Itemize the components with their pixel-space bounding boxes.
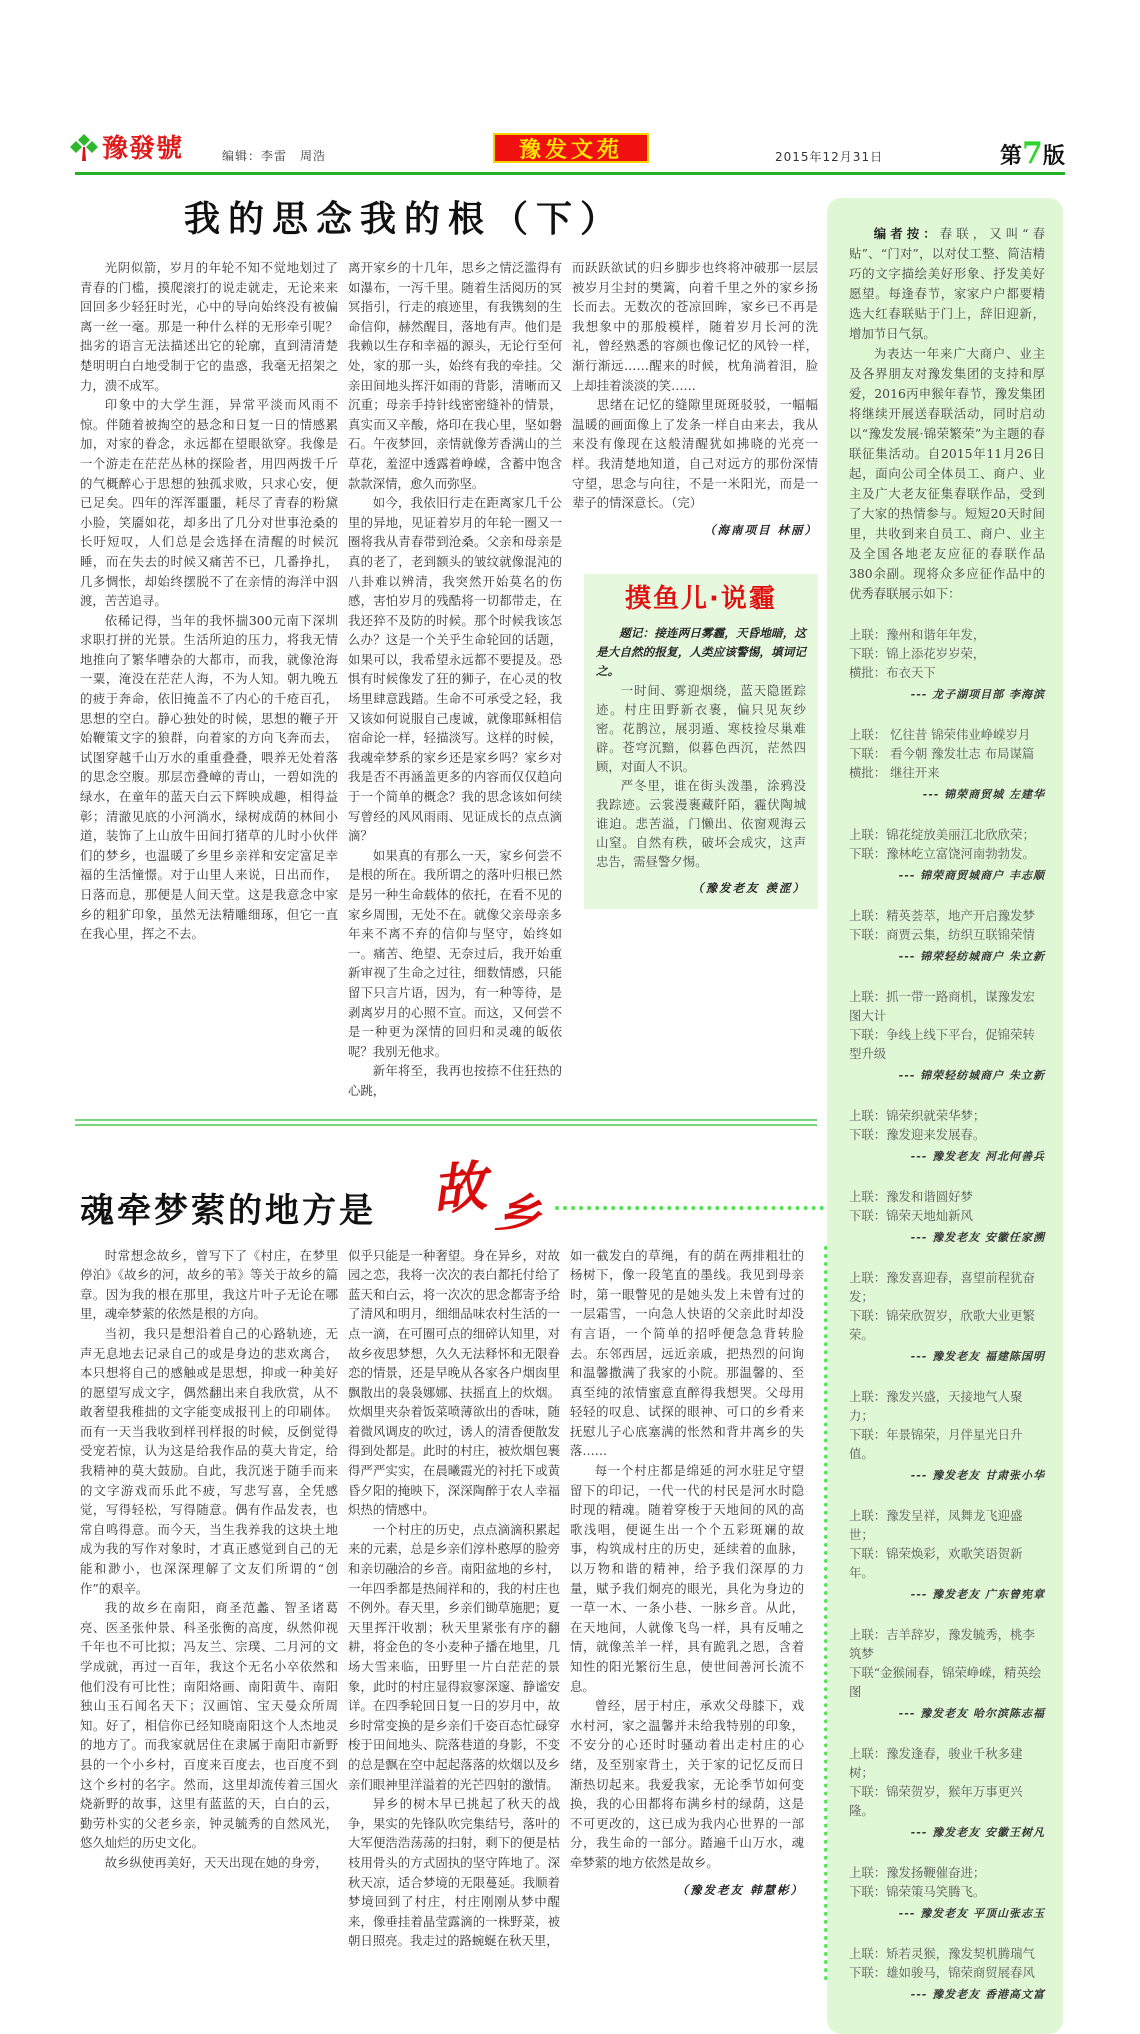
couplet-line: 下联： 看今朝 豫发壮志 布局谋篇 (849, 746, 1035, 761)
editor-note-p2: 为表达一年来广大商户、业主及各界朋友对豫发集团的支持和厚爱，2016丙申猴年春节，豫发集团将继续开展送春联活动，同时启动以“豫发发展·锦荣繁荣”为主题的春联征集活动。自2015年11月26日起，面向公司全体员工、商户、业主及广大老友征集春联作品，受到了大家的热情参与。短短20天时间里，共收到来自员工、商户、业主及全国各地老友应征的春联作品380余副。现将众多应征作品中的优秀春联展示如下： (849, 346, 1045, 601)
couplet-author: --- 豫发老友 福建陈国明 (910, 1350, 1045, 1363)
article-1-column-3 (572, 258, 818, 909)
couplet-entry (849, 1106, 1045, 1166)
couplet-author: --- 锦荣商贸城 左建华 (922, 788, 1045, 801)
logo-text: 豫發號 (102, 134, 184, 164)
couplet-line: 上联：豫发兴盛，天接地气人聚力； (849, 1389, 1023, 1423)
couplet-entry (849, 725, 1045, 804)
couplet-line: 上联：矫若灵猴，豫发契机腾瑞气 (849, 1946, 1035, 1961)
poem-title: 摸鱼儿·说霾 (625, 584, 777, 615)
couplet-author: --- 豫发老友 哈尔滨陈志福 (898, 1707, 1045, 1720)
paragraph: 新年将至，我再也按捺不住狂热的心跳， (348, 1063, 562, 1098)
couplet-entry (849, 906, 1045, 966)
paragraph: 如今，我依旧行走在距离家几千公里的异地，见证着岁月的年轮一圈又一圈将我从青春带到沧桑。父亲和母亲是真的老了，老到额头的皱纹就像混沌的八卦难以辨清，我突然开始莫名的伤感，害怕岁月的残酷将一切都带走，在我还猝不及防的时候。那个时候我该怎么办？这是一个关乎生命轮回的话题，如果可以，我希望永远都不要提及。恐惧有时候像发了狂的狮子，在心灵的牧场里肆意践踏。生命不可承受之轻，我又该如何说服自己虔诚，就像耶稣相信宿命论一样，轻描淡写。这样的时候，我魂牵梦系的家乡还是家乡吗？家乡对我是否不再涵盖更多的内容而仅仅趋向于一个简单的概念？我的思念该如何续写曾经的风风雨雨、见证成长的点点滴滴？ (348, 495, 562, 844)
poem-preface: 题记：接连两日雾霾，天昏地暗，这是大自然的报复，人类应该警惕，填词记之。 (596, 626, 806, 679)
article-1-signature: （海南项目 林丽） (703, 522, 818, 537)
couplet-entry (849, 1744, 1045, 1842)
editor-note-p1 (849, 224, 1045, 344)
couplet-author: --- 豫发老友 安徽任家溯 (910, 1231, 1045, 1244)
couplet-entry (849, 1863, 1045, 1923)
couplet-line: 上联：豫发呈祥，凤舞龙飞迎盛世； (849, 1508, 1023, 1542)
couplet-entry (849, 825, 1045, 885)
article-1-column-3-body (572, 258, 818, 513)
couplet-line: 下联：锦荣策马笑腾飞。 (849, 1884, 986, 1899)
paragraph: 而跃跃欲试的归乡脚步也终将冲破那一层层被岁月尘封的樊篱，向着千里之外的家乡扬长而去。无数次的苍凉回眸，家乡已不再是我想象中的那般模样，随着岁月长河的洗礼，曾经熟悉的容颜也像记忆的风铃一样，渐行渐远……醒来的时候，枕角淌着泪，脸上却挂着淡淡的笑…… (572, 260, 818, 393)
paragraph: 当初，我只是想沿着自己的心路轨迹，无声无息地去记录自己的或是身边的悲欢离合，本只想将自己的感触或是思想，抑或一种美好的愿望写成文字，偶然翻出来自我欣赏，从不敢奢望我稚拙的文字能变成报刊上的印刷体。而有一天当我收到样刊样报的时候，反倒觉得受宠若惊，认为这是给我作品的莫大肯定，给我精神的莫大鼓励。自此，我沉迷于随手而来的文字游戏而乐此不疲，写悲写喜，全凭感觉，写得轻松，写得随意。偶有作品发表，也常自鸣得意。而今天，当生我养我的这块土地成为我的写作对象时，才真正感觉到自己的无能和渺小，也深深理解了文友们所谓的“创作”的艰辛。 (80, 1325, 338, 1596)
couplet-line: 上联：锦花绽放美丽江北欣欣荣； (849, 827, 1035, 842)
couplet-line: 下联：锦荣贺岁，猴年万事更兴隆。 (849, 1784, 1023, 1818)
couplet-author: --- 豫发老友 平顶山张志玉 (898, 1907, 1045, 1920)
article-2-column-3-body (570, 1246, 804, 1873)
couplet-author: --- 豫发老友 甘肃张小华 (910, 1469, 1045, 1482)
couplet-entry (849, 1387, 1045, 1485)
article-2-title: 魂牵梦萦的地方是 (80, 1190, 376, 1231)
article-2-column-1 (80, 1246, 338, 1873)
couplet-line: 上联：豫发喜迎春，喜望前程犹奋发； (849, 1270, 1035, 1304)
couplet-author: --- 锦荣轻纺城商户 朱立新 (898, 1069, 1045, 1082)
couplet-entry (849, 987, 1045, 1085)
article-2-header (80, 1150, 818, 1246)
clover-icon (70, 132, 98, 162)
paragraph: 依稀记得，当年的我怀揣300元南下深圳求职打拼的光景。生活所迫的压力，将我无情地推向了繁华嘈杂的大都市，而我，就像沧海一粟，淹没在茫茫人海，不为人知。朝九晚五的疲于奔命，依旧掩盖不了内心的千疮百孔，思想的空白。静心独处的时候，思想的鞭子开始鞭策文字的狼群，向着家的方向飞奔而去，试图穿越千山万水的重重叠叠，喂养无处着落的思念空腹。那层峦叠嶂的青山，一碧如洗的绿水，在童年的蓝天白云下辉映成趣，相得益彰；清澈见底的小河淌水，绿树成荫的林间小道，装饰了上山放牛田间打猪草的儿时小伙伴们的梦乡，也温暖了乡里乡亲祥和安定富足幸福的生活憧憬。对于山里人来说，日出而作，日落而息，那便是人间天堂。这是我意念中家乡的粗犷印象，虽然无法精雕细琢，但它一直在我心里，挥之不去。 (80, 612, 338, 942)
page-suffix: 版 (1042, 143, 1065, 169)
couplet-author: --- 豫发老友 河北何善兵 (910, 1150, 1045, 1163)
section-divider (75, 1119, 817, 1121)
paragraph: 如果真的有那么一天，家乡何尝不是根的所在。我所谓之的落叶归根已然是另一种生命载体的依托，在看不见的家乡周围，无处不在。就像父亲母亲多年来不离不弃的信仰与坚守，始终如一。痛苦、绝望、无奈过后，我开始重新审视了生命之过往，细数情感，只能留下只言片语，因为，有一种等待，是剥离岁月的心照不宣。而这，又何尝不是一种更为深情的回归和灵魂的皈依呢？我别无他求。 (348, 847, 562, 1059)
article-1-title: 我的思念我的根（下） (183, 199, 624, 240)
article-2-frame (80, 1246, 828, 1981)
couplet-line: 上联：豫州和谐年年发， (849, 627, 986, 642)
poem-stanza: 一时间、雾迎烟绕，蓝天隐匿踪迹。村庄田野新衣裹，偏只见灰纱密。花鹊泣，展羽遁、寒枝捡尽巢难辟。苍穹沉黯，似暮色西沉，茫然四顾，对面人不识。 (596, 683, 806, 775)
couplet-line: 上联： 忆往昔 锦荣伟业峥嵘岁月 (849, 727, 1031, 742)
article-1-column-2 (348, 258, 562, 1101)
article-1-column-1 (80, 258, 338, 944)
paragraph: 光阴似箭，岁月的年轮不知不觉地划过了青春的门槛，摸爬滚打的说走就走，无论来来回回多少轻狂时光，心中的导向始终没有被偏离一丝一毫。那是一种什么样的无形牵引呢？拙劣的语言无法描述出它的轮廓，直到清清楚楚明明白白地受制于它的蛊惑，我毫无招架之力，溃不成军。 (80, 260, 338, 393)
paragraph: 一个村庄的历史，点点滴滴积累起来的元素，总是乡亲们淳朴憨厚的脸旁和亲切融洽的乡音。南阳盆地的乡村，一年四季都是热闹祥和的，我的村庄也不例外。春天里，乡亲们锄草施肥；夏天里挥汗收割；秋天里紧张有序的翻耕，将金色的冬小麦种子播在地里，几场大雪来临，田野里一片白茫茫的景象，此时的村庄显得寂寥深邃、静谧安详。在四季轮回日复一日的岁月中，故乡时常变换的是乡亲们千姿百态忙碌穿梭于田间地头、院落巷道的身影，不变的总是飘在空中起起落落的炊烟以及乡亲们眼神里洋溢着的光芒四射的激情。 (348, 1521, 560, 1792)
page-number (1000, 136, 1065, 171)
couplet-line: 下联：锦荣欣贺岁，欣歌大业更繁荣。 (849, 1308, 1035, 1342)
article-2-column-3 (570, 1246, 804, 1901)
couplet-sidebar (827, 198, 1063, 2034)
main-content (80, 196, 818, 1981)
section-divider (75, 1124, 817, 1126)
paragraph: 曾经，居于村庄，承欢父母膝下，戏水村河，家之温馨并未给我特别的印象，不安分的心还时时骚动着出走村庄的心绪，及至别家背土，关于家的记忆反而日渐热切起来。我爱我家，无论季节如何变换，我的心田都将布满乡村的绿荫，这是不可更改的，这已成为我内心世界的一部分，我生命的一部分。踏遍千山万水，魂牵梦萦的地方依然是故乡。 (570, 1698, 804, 1870)
couplet-entry (849, 1625, 1045, 1723)
poem-signature: （豫发老友 羡涩） (691, 881, 806, 896)
couplet-line: 下联：年景锦荣，月伴星光日升值。 (849, 1427, 1023, 1461)
page-prefix: 第 (1000, 143, 1023, 169)
couplet-line: 下联：豫林屹立富饶河南勃勃发。 (849, 846, 1035, 861)
couplet-line: 横批：布衣天下 (849, 665, 936, 680)
header-divider (75, 172, 1065, 175)
editor-note-label: 编者按： (873, 226, 940, 241)
article-2-title-highlight: 故 (428, 1152, 490, 1223)
paragraph: 时常想念故乡，曾写下了《村庄，在梦里停泊》《故乡的河，故乡的苇》等关于故乡的篇章。因为我的根在那里，我这片叶子无论在哪里，魂牵梦萦的依然是根的方向。 (80, 1247, 338, 1322)
couplet-author: --- 锦荣商贸城商户 丰志顺 (898, 869, 1045, 882)
paragraph: 我的故乡在南阳，商圣范蠡、智圣诸葛亮、医圣张仲景、科圣张衡的高度，纵然仰视千年也不可比拟；冯友兰、宗璞、二月河的文学成就，再过一百年，我这个无名小卒依然和他们没有可比性；南阳烙画、南阳黄牛、南阳独山玉石闻名天下；汉画馆、宝天曼众所周知。好了，相信你已经知晓南阳这个人杰地灵的地方了。而我家就居住在隶属于南阳市新野县的一个小乡村，百度来百度去，也百度不到这个乡村的名字。然而，这里却流传着三国火烧新野的故事，这里有蓝蓝的天，白白的云，勤劳朴实的父老乡亲，钟灵毓秀的自然风光，悠久灿烂的历史文化。 (80, 1600, 338, 1851)
paragraph: 似乎只能是一种奢望。身在异乡，对故园之恋，我将一次次的表白都托付给了蓝天和白云，将一次次的思念都寄予给了清风和明月，细细品味农村生活的一点一滴，在可圈可点的细碎认知里，对故乡夜思梦想，久久无法释怀和无限眷恋的情景，还是早晚从各家各户烟囱里飘散出的袅袅娜娜、扶摇直上的炊烟。炊烟里夹杂着饭菜喷薄欲出的香味，随着微风调皮的吹过，诱人的清香便散发得到处都是。此时的村庄，被炊烟包裹得严严实实，在晨曦霞光的衬托下或黄昏夕阳的掩映下，深深陶醉于农人幸福炽热的情感中。 (348, 1247, 560, 1518)
couplet-entry (849, 1506, 1045, 1604)
couplet-line: 上联：豫发和谐圆好梦 (849, 1189, 973, 1204)
couplet-line: 上联：精英荟萃，地产开启豫发梦 (849, 908, 1035, 923)
article-1-body (80, 258, 818, 1101)
couplet-entry (849, 625, 1045, 704)
couplet-line: 横批： 继往开来 (849, 765, 940, 780)
editor-note-text: 春联，又叫“春贴”、“门对”，以对仗工整、简洁精巧的文字描绘美好形象、抒发美好愿望。每逢春节，家家户户都要精选大红春联贴于门上，辞旧迎新，增加节日气氛。 (849, 226, 1046, 341)
editors: 编辑：李雷 周浩 (222, 149, 327, 163)
paragraph: 故乡纵使再美好，天天出现在她的身旁， (104, 1854, 328, 1870)
couplet-line: 上联：吉羊辞岁，豫发毓秀，桃李筑梦 (849, 1627, 1035, 1661)
masthead-logo (70, 128, 183, 165)
article-2-title-highlight: 乡 (492, 1185, 544, 1243)
couplet-entry (849, 1187, 1045, 1247)
section-title: 豫发文苑 (493, 133, 649, 163)
issue-date: 2015年12月31日 (775, 150, 884, 164)
article-2-column-2 (348, 1246, 560, 1951)
couplet-author: --- 龙子湖项目部 李海滨 (910, 688, 1045, 701)
couplet-author: --- 锦荣轻纺城商户 朱立新 (898, 950, 1045, 963)
page-num: 7 (1022, 136, 1043, 171)
paragraph: 离开家乡的十几年，思乡之情泛滥得有如瀑布，一泻千里。随着生活阅历的冥冥指引，行走的痕迹里，有我镌刻的生命信仰，赫然醒目，落地有声。他们是我赖以生存和幸福的源头，无论行至何处，家的那一头，始终有我的牵挂。父亲田间地头挥汗如雨的背影，清晰而又沉重；母亲手持针线密密缝补的情景，真实而又辛酸，烙印在我心里，坚如磐石。午夜梦回，亲情就像芳香满山的兰草花，羞涩中透露着峥嵘，含蓄中饱含款款深情，愈久而弥坚。 (348, 260, 562, 491)
paragraph: 每一个村庄都是绵延的河水驻足守望留下的印记，一代一代的村民是河水时隐时现的精魂。随着穿梭于天地间的风的高歌浅唱，便诞生出一个个五彩斑斓的故事，构筑成村庄的历史，延续着的血脉，以万物和谐的精神，给予我们深厚的力量，赋予我们炯亮的眼光，具化为身边的一草一木、一条小巷、一脉乡音。从此，在天地间，人就像飞鸟一样，具有反哺之情，就像羔羊一样，具有跪乳之恩，含着知性的阳光繁衍生息，使世间善河长流不息。 (570, 1463, 804, 1694)
editor-note (849, 224, 1045, 604)
couplet-line: 下联“金猴闹春，锦荣峥嵘，精英绘图 (849, 1665, 1042, 1699)
poem-box (584, 574, 818, 909)
couplet-line: 下联：豫发迎来发展春。 (849, 1127, 986, 1142)
couplet-line: 下联：锦上添花岁岁荣， (849, 646, 986, 661)
couplet-line: 下联：争线上线下平台，促锦荣转型升级 (849, 1027, 1035, 1061)
couplet-line: 上联：豫发逢春，骏业千秋多建树； (849, 1746, 1023, 1780)
couplet-line: 上联：豫发扬鞭催奋进； (849, 1865, 986, 1880)
couplet-line: 下联：雄如骏马，锦荣商贸展春风 (849, 1965, 1035, 1980)
article-2-body (80, 1246, 816, 1951)
couplet-line: 上联：锦荣织就荣华梦； (849, 1108, 986, 1123)
paragraph: 如一截发白的草绳，有的荫在两排粗壮的杨树下，像一段笔直的墨线。我见到母亲时，第一眼瞥见的是她头发上未曾有过的一层霜雪，一向急人快语的父亲此时却没有言语，一个简单的招呼便急急背转脸去。东邻西居，远近亲戚，把热烈的问询和温馨撒满了我家的小院。那温馨的、至真至纯的浓情蜜意直醉得我想哭。父母用轻轻的叹息、试探的眼神、可口的乡肴来抚慰儿子心底塞满的怅然和背井离乡的失落…… (570, 1247, 804, 1459)
couplet-author: --- 豫发老友 安徽王树凡 (910, 1826, 1045, 1839)
couplet-entry (849, 1944, 1045, 2004)
couplet-entry (849, 1268, 1045, 1366)
paragraph: 异乡的树木早已挑起了秋天的战争，果实的先锋队吹完集结号，落叶的大军便浩浩荡荡的扫射，剩下的便是枯枝用骨头的方式固执的坚守阵地了。深秋天凉，适合梦境的无限蔓延。我顺着梦境回到了村庄，村庄刚刚从梦中醒来，像垂挂着晶莹露滴的一株野菜，被朝日照亮。我走过的路蜿蜒在秋天里， (348, 1796, 560, 1949)
decorative-border (555, 1206, 824, 1210)
couplet-line: 下联：商贾云集，纺织互联锦荣情 (849, 927, 1035, 942)
couplet-author: --- 豫发老友 香港高文富 (910, 1988, 1045, 2001)
couplet-line: 下联：锦荣天地灿新风 (849, 1208, 973, 1223)
couplet-list (849, 625, 1045, 2004)
paragraph: 思绪在记忆的缝隙里斑斑驳驳，一幅幅温暖的画面像上了发条一样自由来去，我从来没有像现在这般清醒犹如拂晓的光亮一样。我清楚地知道，自己对远方的那份深情守望，思念与向往，不是一米阳光，而是一辈子的情深意长。（完） (572, 397, 818, 511)
couplet-line: 下联：锦荣焕彩，欢歌笑语贺新年。 (849, 1546, 1023, 1580)
paragraph: 印象中的大学生涯，异常平淡而风雨不惊。伴随着被掏空的悬念和日复一日的情感累加，对家的眷念，永远都在望眼欲穿。我像是一个游走在茫茫丛林的探险者，用四两拨千斤的气概醉心于思想的独孤求败，只求心安，便已足矣。四年的浑浑噩噩，耗尽了青春的粉黛小脸，笑靥如花，却多出了几分对世事沧桑的长吁短叹，人们总是会选择在清醒的时候沉睡，而在失去的时候又痛苦不已，几番挣扎，几多惆怅，却始终摆脱不了在亲情的海洋中泅渡，苦苦追寻。 (80, 397, 338, 609)
couplet-author: --- 豫发老友 广东曾宪章 (910, 1588, 1045, 1601)
couplet-line: 上联：抓一带一路商机，谋豫发宏图大计 (849, 989, 1035, 1023)
article-2-signature: （豫发老友 韩慧彬） (676, 1882, 804, 1897)
poem-stanza: 严冬里，谁在街头泼墨，涂鸦没我踪迹。云裳漫裹藏阡陌，霾伏陶城谁迫。悲苦溢，门懒出、依窗观海云山窒。自然有秩，破坏会成灾，这声忠告，需昼警夕惕。 (596, 778, 806, 870)
